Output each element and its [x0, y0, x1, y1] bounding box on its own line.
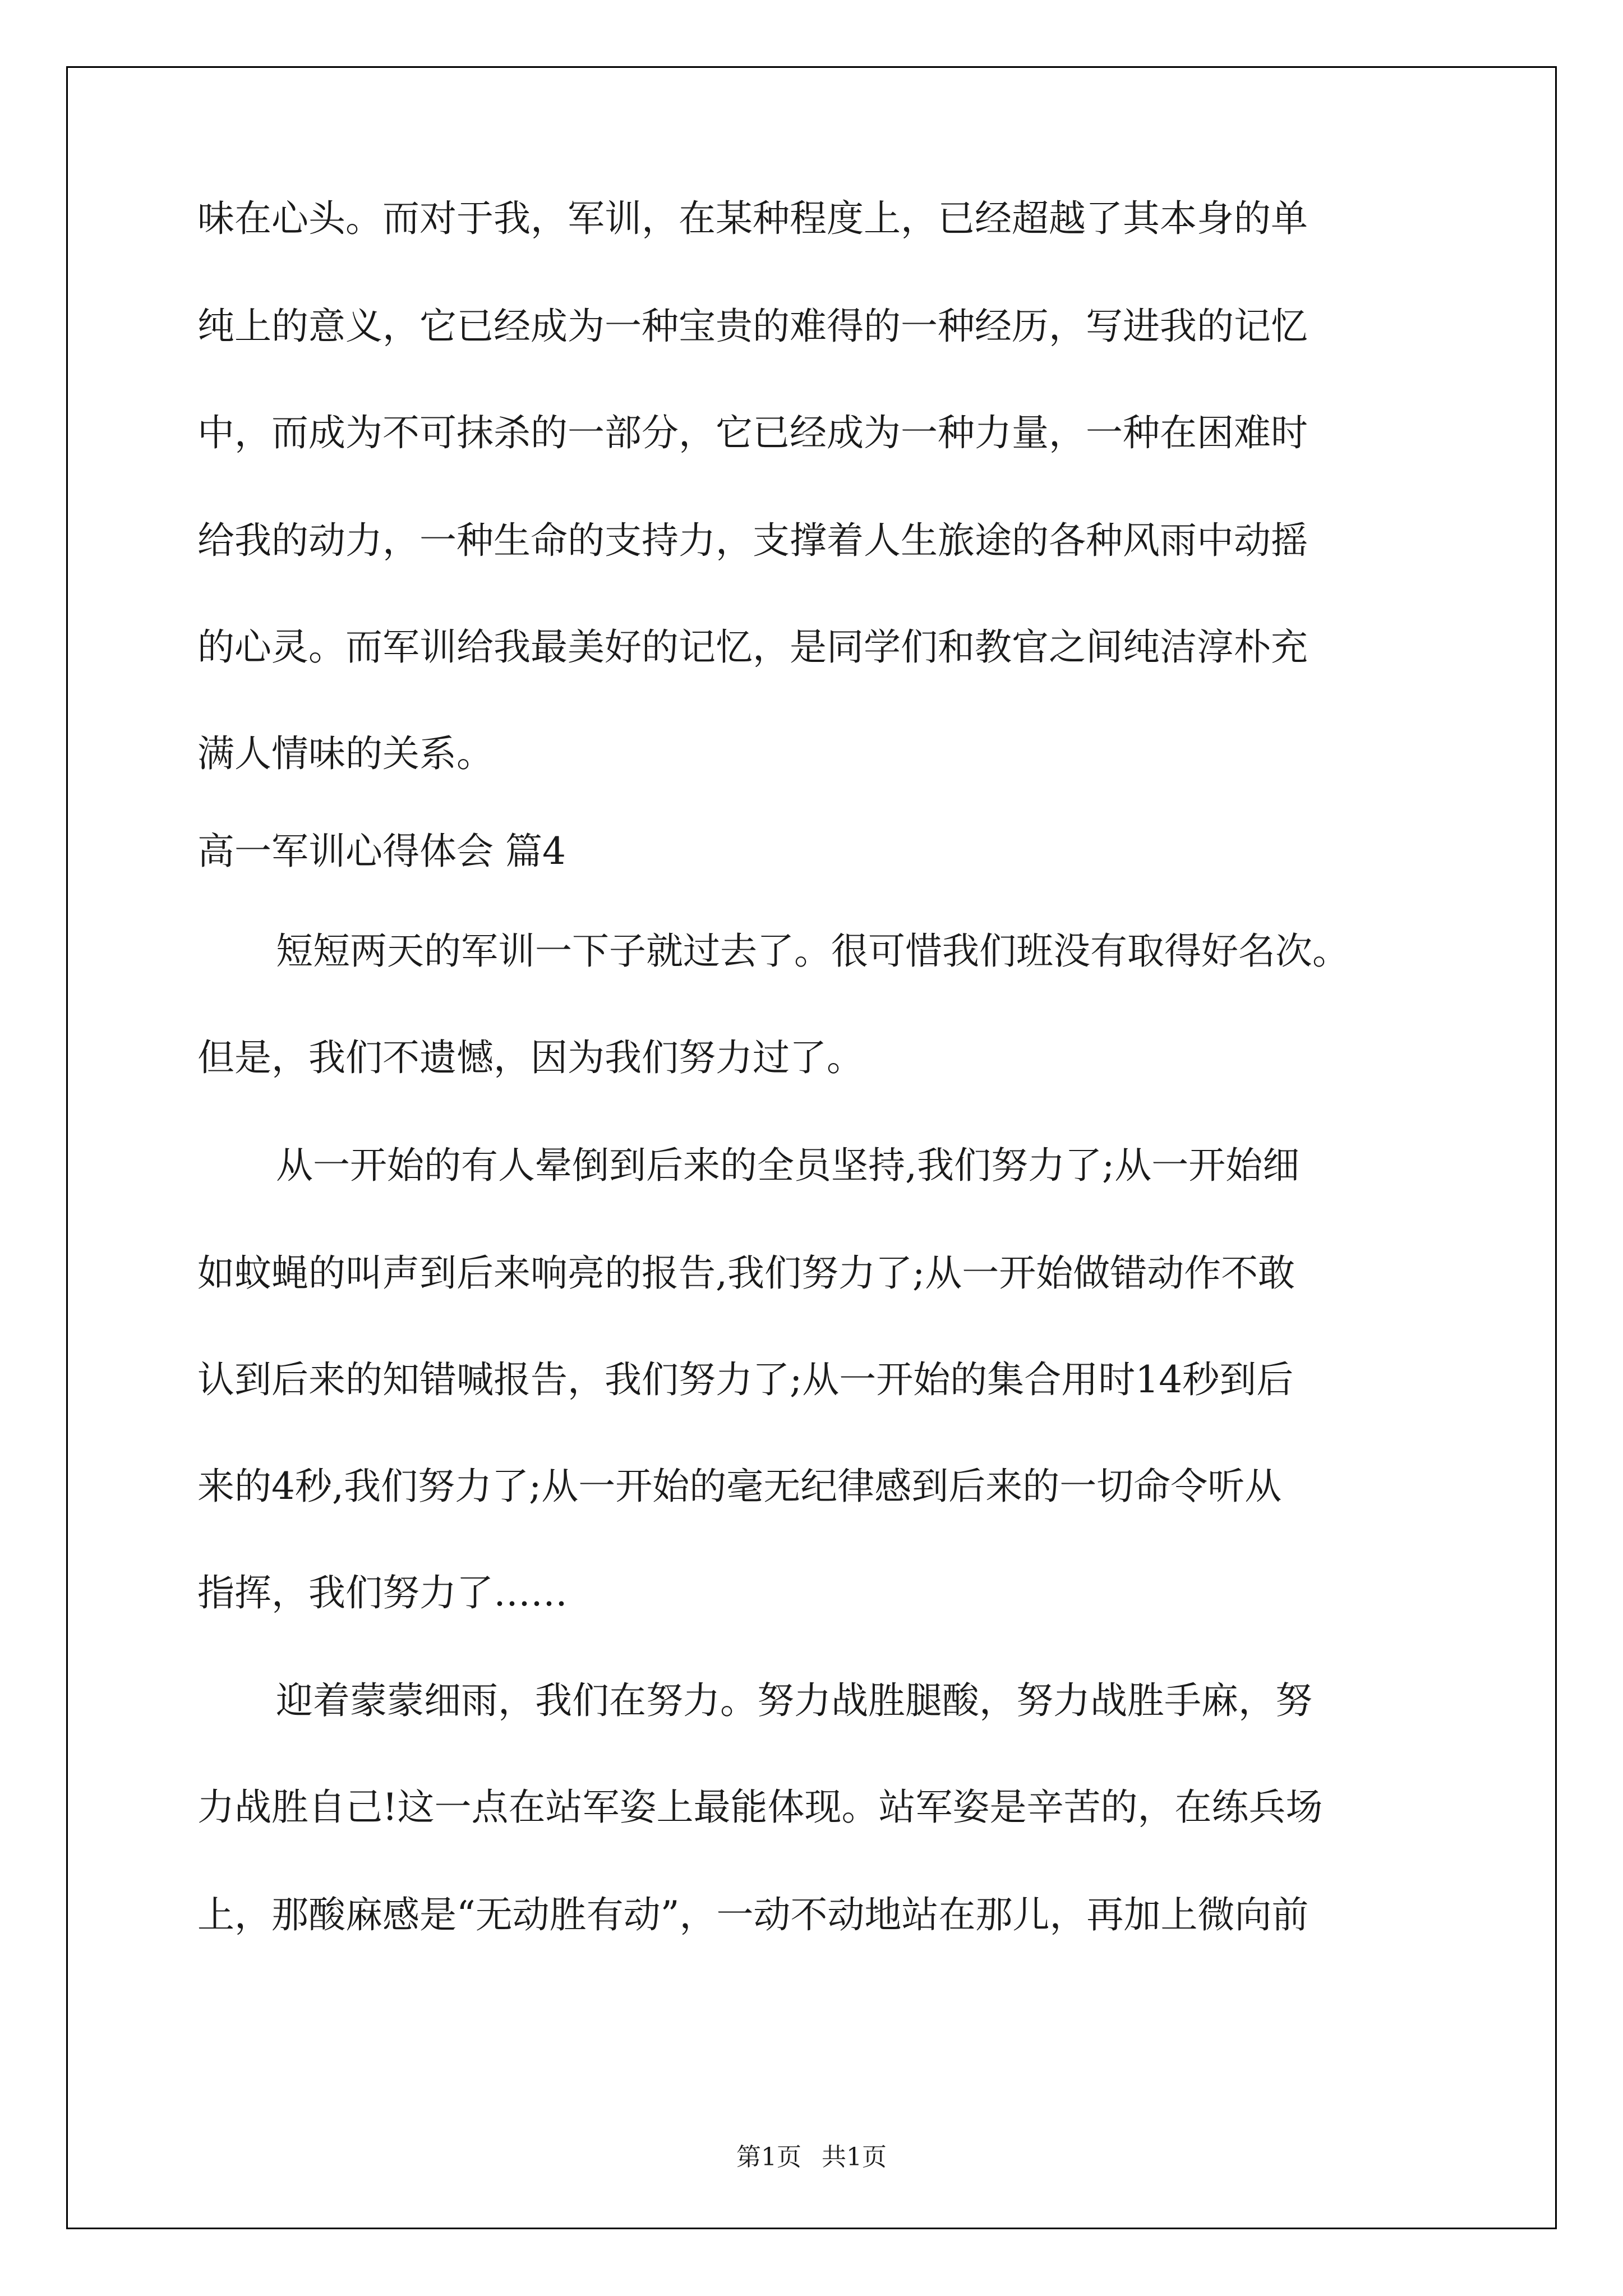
paragraph-first-line: 短短两天的军训一下子就过去了。很可惜我们班没有取得好名次。	[276, 930, 1349, 973]
text-line: 认到后来的知错喊报告，我们努力了;从一开始的集合用时14秒到后	[197, 1358, 1294, 1401]
text-line: 如蚊蝇的叫声到后来响亮的报告,我们努力了;从一开始做错动作不敢	[197, 1251, 1295, 1295]
text-line: 但是，我们不遗憾，因为我们努力过了。	[197, 1036, 864, 1079]
page-number-total: 共1页	[822, 2143, 887, 2171]
text-line: 指挥，我们努力了……	[197, 1571, 568, 1614]
text-line: 来的4秒,我们努力了;从一开始的毫无纪律感到后来的一切命令听从	[197, 1465, 1282, 1508]
page-footer	[0, 2142, 1623, 2173]
text-line: 力战胜自己!这一点在站军姿上最能体现。站军姿是辛苦的，在练兵场	[197, 1786, 1323, 1829]
section-heading: 高一军训心得体会 篇4	[197, 830, 566, 873]
page-number-current: 第1页	[736, 2143, 801, 2171]
text-line: 给我的动力，一种生命的支持力，支撑着人生旅途的各种风雨中动摇	[197, 519, 1308, 562]
text-line: 满人情味的关系。	[197, 732, 494, 775]
text-line: 的心灵。而军训给我最美好的记忆，是同学们和教官之间纯洁淳朴充	[197, 625, 1308, 669]
text-line: 中，而成为不可抹杀的一部分，它已经成为一种力量，一种在困难时	[197, 411, 1308, 454]
paragraph-first-line: 从一开始的有人晕倒到后来的全员坚持,我们努力了;从一开始细	[276, 1144, 1300, 1187]
text-line: 味在心头。而对于我，军训，在某种程度上，已经超越了其本身的单	[197, 197, 1308, 240]
text-line: 上，那酸麻感是“无动胜有动”，一动不动地站在那儿，再加上微向前	[197, 1893, 1309, 1936]
text-line: 纯上的意义，它已经成为一种宝贵的难得的一种经历，写进我的记忆	[197, 305, 1308, 348]
paragraph-first-line: 迎着蒙蒙细雨，我们在努力。努力战胜腿酸，努力战胜手麻，努	[276, 1679, 1312, 1722]
